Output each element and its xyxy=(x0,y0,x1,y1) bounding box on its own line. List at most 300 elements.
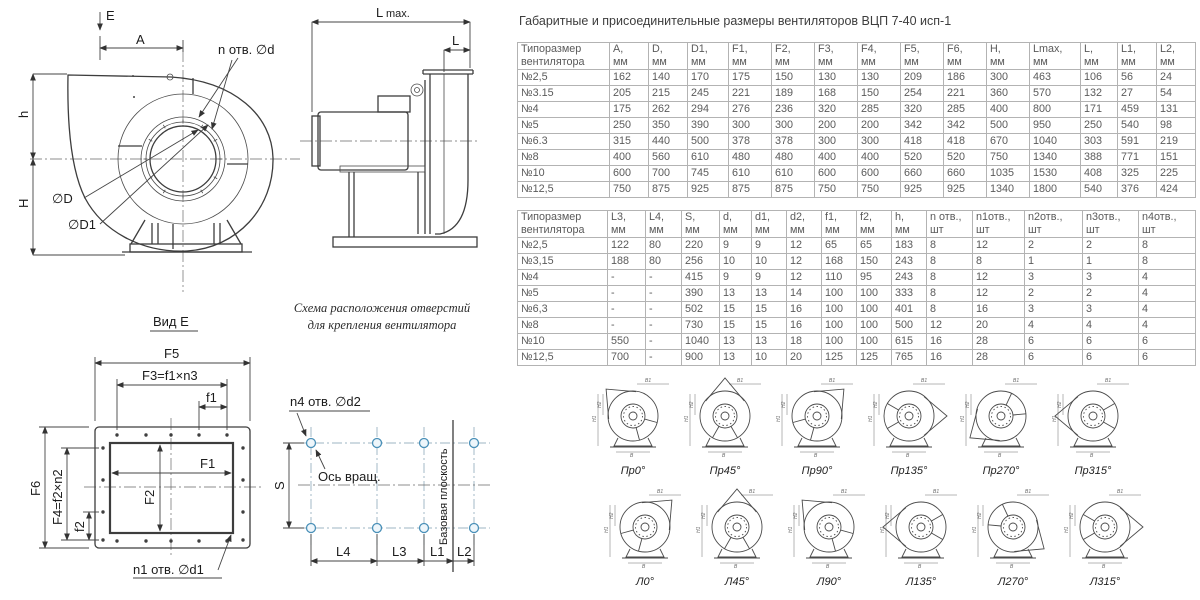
table-cell: 236 xyxy=(772,102,815,118)
mini-dim-label: Н1 xyxy=(696,526,702,533)
spec-panel xyxy=(517,0,1197,600)
mini-dim-label: Н1 xyxy=(960,415,966,422)
fan-orientation-icon xyxy=(771,376,863,462)
table-cell: 183 xyxy=(892,238,927,254)
table-cell: - xyxy=(646,302,682,318)
dim-label-l: L xyxy=(452,33,460,48)
column-header: L, мм xyxy=(1081,43,1118,70)
mini-dim-label: В1 xyxy=(1025,489,1032,495)
table-cell: 610 xyxy=(729,166,772,182)
table-cell: 401 xyxy=(892,302,927,318)
table-row xyxy=(518,302,1196,318)
table-cell: 16 xyxy=(787,318,822,334)
table-header-row xyxy=(518,211,1196,238)
mini-dim-label: В1 xyxy=(829,378,836,384)
table-cell: 125 xyxy=(822,350,857,366)
table-cell: 1040 xyxy=(1030,134,1081,150)
orientation-cell xyxy=(771,376,863,477)
column-header: Типоразмер вентилятора xyxy=(518,43,610,70)
orientation-label: Пр270° xyxy=(982,465,1020,477)
dim-label-f2-pitch: f2 xyxy=(72,521,87,532)
column-header: L2, мм xyxy=(1157,43,1196,70)
table-cell: 125 xyxy=(857,350,892,366)
fan-orientation-icon xyxy=(691,487,783,573)
dim-label-f5: F5 xyxy=(164,346,180,361)
column-header: d, мм xyxy=(720,211,752,238)
table-cell: 520 xyxy=(901,150,944,166)
dimension-table-1 xyxy=(517,42,1196,198)
fan-orientation-icon xyxy=(599,487,691,573)
table-cell: 333 xyxy=(892,286,927,302)
dim-label-n4-holes: n4 отв. ∅d2 xyxy=(290,394,361,409)
table-cell: 16 xyxy=(787,302,822,318)
table-cell: 209 xyxy=(901,70,944,86)
table-cell: 100 xyxy=(822,302,857,318)
table-cell: 285 xyxy=(944,102,987,118)
table-cell: 130 xyxy=(815,70,858,86)
table-cell: - xyxy=(608,318,646,334)
dim-label-lmax: L xyxy=(376,5,384,20)
table-cell: 1 xyxy=(1083,254,1139,270)
table-cell: 100 xyxy=(857,286,892,302)
table-cell: 254 xyxy=(901,86,944,102)
table-cell: 320 xyxy=(815,102,858,118)
table-cell: 378 xyxy=(729,134,772,150)
table-cell: 925 xyxy=(944,182,987,198)
view-e-title: Вид Е xyxy=(153,314,189,329)
mini-dim-label: В1 xyxy=(933,489,940,495)
table-cell: 2 xyxy=(1083,286,1139,302)
table-cell: №3,15 xyxy=(518,254,608,270)
table-cell: - xyxy=(646,286,682,302)
column-header: Lmax, мм xyxy=(1030,43,1081,70)
table-cell: 256 xyxy=(682,254,720,270)
table-cell: №6.3 xyxy=(518,134,610,150)
table-cell: 12 xyxy=(787,238,822,254)
table-cell: 150 xyxy=(772,70,815,86)
mini-dim-label: В xyxy=(906,453,910,459)
table-cell: 750 xyxy=(987,150,1030,166)
table-cell: 502 xyxy=(682,302,720,318)
table-cell: 388 xyxy=(1081,150,1118,166)
table-cell: 320 xyxy=(901,102,944,118)
table-cell: 408 xyxy=(1081,166,1118,182)
table-cell: 875 xyxy=(649,182,688,198)
orientation-cell xyxy=(587,376,679,477)
mini-dim-label: В xyxy=(1090,453,1094,459)
side-view xyxy=(300,5,480,247)
orientation-row-right xyxy=(587,376,1117,477)
table-cell: 440 xyxy=(649,134,688,150)
table-cell: 27 xyxy=(1118,86,1157,102)
dim-label-n1-holes: n1 отв. ∅d1 xyxy=(133,562,204,577)
table-cell: 225 xyxy=(1157,166,1196,182)
table-cell: 13 xyxy=(720,286,752,302)
mini-dim-label: Н2 xyxy=(965,401,971,408)
mounting-scheme xyxy=(272,301,492,572)
table-cell: 765 xyxy=(892,350,927,366)
table-cell: 6 xyxy=(1139,334,1196,350)
table-cell: №6,3 xyxy=(518,302,608,318)
table-row xyxy=(518,318,1196,334)
fan-orientation-icon xyxy=(1047,376,1139,462)
table-cell: 219 xyxy=(1157,134,1196,150)
table-cell: 110 xyxy=(822,270,857,286)
table-cell: 12 xyxy=(927,318,973,334)
fan-orientation-icon xyxy=(783,487,875,573)
table-cell: 12 xyxy=(973,286,1025,302)
table-cell: 186 xyxy=(944,70,987,86)
table-cell: 100 xyxy=(822,286,857,302)
table-cell: 100 xyxy=(822,318,857,334)
table-cell: 660 xyxy=(944,166,987,182)
orientation-label: Пр135° xyxy=(890,465,928,477)
table-cell: 170 xyxy=(688,70,729,86)
table-row xyxy=(518,270,1196,286)
table-cell: 415 xyxy=(682,270,720,286)
table-cell: 390 xyxy=(688,118,729,134)
table-cell: 80 xyxy=(646,254,682,270)
table-row xyxy=(518,334,1196,350)
orientation-label: Л0° xyxy=(635,576,655,588)
dim-label-d1: ∅D1 xyxy=(68,217,96,232)
dim-label-h: h xyxy=(16,110,31,118)
orientation-cell xyxy=(875,487,967,588)
fan-orientation-icon xyxy=(955,376,1047,462)
table-cell: 188 xyxy=(608,254,646,270)
column-header: n4отв., шт xyxy=(1139,211,1196,238)
table-cell: 80 xyxy=(646,238,682,254)
table-cell: 205 xyxy=(610,86,649,102)
table-cell: - xyxy=(646,270,682,286)
table-cell: №5 xyxy=(518,118,610,134)
mini-dim-label: Н2 xyxy=(781,401,787,408)
table-cell: 520 xyxy=(944,150,987,166)
table-cell: 540 xyxy=(1118,118,1157,134)
table-cell: 10 xyxy=(720,254,752,270)
mini-dim-label: Н2 xyxy=(1069,512,1075,519)
mini-dim-label: Н1 xyxy=(868,415,874,422)
table-cell: 303 xyxy=(1081,134,1118,150)
orientation-cell xyxy=(955,376,1047,477)
table-cell: 9 xyxy=(720,238,752,254)
mini-dim-label: В1 xyxy=(841,489,848,495)
table-cell: №4 xyxy=(518,102,610,118)
table-cell: 670 xyxy=(987,134,1030,150)
column-header: D1, мм xyxy=(688,43,729,70)
orientation-cell xyxy=(1047,376,1139,477)
table-cell: 98 xyxy=(1157,118,1196,134)
mini-dim-label: В xyxy=(1010,564,1014,570)
dim-label-f6: F6 xyxy=(28,480,43,496)
column-header: F1, мм xyxy=(729,43,772,70)
dim-label-lmax-sub: max. xyxy=(386,8,410,20)
mini-dim-label: В1 xyxy=(645,378,652,384)
dim-label-s: S xyxy=(272,481,287,490)
table-cell: 4 xyxy=(1083,318,1139,334)
table-cell: 8 xyxy=(927,254,973,270)
table-cell: 10 xyxy=(752,254,787,270)
table-cell: 950 xyxy=(1030,118,1081,134)
fan-orientation-icon xyxy=(967,487,1059,573)
table-cell: №12,5 xyxy=(518,182,610,198)
table-cell: 8 xyxy=(927,238,973,254)
table-cell: 4 xyxy=(1139,318,1196,334)
orientation-label: Пр90° xyxy=(801,465,833,477)
dim-label-a: A xyxy=(136,32,145,47)
table-cell: 540 xyxy=(1081,182,1118,198)
orientation-cell xyxy=(691,487,783,588)
table-cell: 221 xyxy=(729,86,772,102)
mini-dim-label: В xyxy=(630,453,634,459)
table-cell: 2 xyxy=(1025,286,1083,302)
table-cell: 8 xyxy=(927,286,973,302)
column-header: L4, мм xyxy=(646,211,682,238)
column-header: F6, мм xyxy=(944,43,987,70)
mini-dim-label: Н1 xyxy=(592,415,598,422)
scheme-title-line1: Схема расположения отверстий xyxy=(293,301,471,315)
table-cell: 900 xyxy=(682,350,720,366)
orientation-cell xyxy=(967,487,1059,588)
mini-dim-label: Н2 xyxy=(885,512,891,519)
table-cell: 750 xyxy=(858,182,901,198)
flange-view xyxy=(28,314,262,578)
base-plane-label: Базовая плоскость xyxy=(438,448,450,545)
table-cell: 285 xyxy=(858,102,901,118)
orientation-label: Л270° xyxy=(997,576,1029,588)
orientation-cell xyxy=(1059,487,1151,588)
fan-orientation-icon xyxy=(587,376,679,462)
mini-dim-label: В xyxy=(826,564,830,570)
table-cell: 8 xyxy=(1139,238,1196,254)
table-cell: 262 xyxy=(649,102,688,118)
column-header: H, мм xyxy=(987,43,1030,70)
table-cell: 245 xyxy=(688,86,729,102)
dim-label-holes: n отв. ∅d xyxy=(218,42,275,57)
orientation-label: Пр0° xyxy=(620,465,646,477)
table-cell: 9 xyxy=(720,270,752,286)
table-cell: 65 xyxy=(857,238,892,254)
table-cell: 300 xyxy=(772,118,815,134)
dim-label-f3: F3=f1×n3 xyxy=(142,368,198,383)
table-row xyxy=(518,134,1196,150)
table-cell: №8 xyxy=(518,150,610,166)
table-cell: 3 xyxy=(1025,270,1083,286)
dim-label-H: H xyxy=(16,198,31,208)
dimension-table-2 xyxy=(517,210,1196,366)
table-row xyxy=(518,286,1196,302)
column-header: A, мм xyxy=(610,43,649,70)
orientation-cell xyxy=(679,376,771,477)
table-cell: 20 xyxy=(787,350,822,366)
column-header: L3, мм xyxy=(608,211,646,238)
front-view xyxy=(16,8,300,292)
table-cell: 1530 xyxy=(1030,166,1081,182)
table-cell: 2 xyxy=(1025,238,1083,254)
table-cell: 315 xyxy=(610,134,649,150)
table-row xyxy=(518,102,1196,118)
orientation-label: Л45° xyxy=(724,576,750,588)
table-cell: 250 xyxy=(610,118,649,134)
table-cell: 100 xyxy=(857,318,892,334)
fan-orientation-icon xyxy=(863,376,955,462)
table-cell: 378 xyxy=(772,134,815,150)
mini-dim-label: Н1 xyxy=(604,526,610,533)
table-cell: 65 xyxy=(822,238,857,254)
table-cell: 480 xyxy=(729,150,772,166)
table-cell: 189 xyxy=(772,86,815,102)
table-cell: 220 xyxy=(682,238,720,254)
table-cell: 400 xyxy=(987,102,1030,118)
fan-orientation-icon xyxy=(679,376,771,462)
column-header: f2, мм xyxy=(857,211,892,238)
mini-dim-label: В1 xyxy=(1013,378,1020,384)
dim-label-e: E xyxy=(106,8,115,23)
table-cell: 18 xyxy=(787,334,822,350)
table-cell: 6 xyxy=(1083,334,1139,350)
table-cell: 610 xyxy=(688,150,729,166)
table-cell: 1035 xyxy=(987,166,1030,182)
table-cell: 390 xyxy=(682,286,720,302)
table-cell: 9 xyxy=(752,270,787,286)
table-cell: 100 xyxy=(857,334,892,350)
table-cell: №2,5 xyxy=(518,70,610,86)
mini-dim-label: В1 xyxy=(1117,489,1124,495)
column-header: f1, мм xyxy=(822,211,857,238)
table-cell: 6 xyxy=(1083,350,1139,366)
column-header: h, мм xyxy=(892,211,927,238)
table-cell: 243 xyxy=(892,254,927,270)
table-cell: 100 xyxy=(857,302,892,318)
table-row xyxy=(518,70,1196,86)
table-cell: 221 xyxy=(944,86,987,102)
table-cell: 15 xyxy=(720,302,752,318)
table-cell: - xyxy=(608,286,646,302)
mini-dim-label: В1 xyxy=(749,489,756,495)
table-cell: №12,5 xyxy=(518,350,608,366)
column-header: n отв., шт xyxy=(927,211,973,238)
table-cell: 418 xyxy=(944,134,987,150)
dim-label-f4: F4=f2×n2 xyxy=(50,469,65,525)
table-cell: 3 xyxy=(1025,302,1083,318)
table-cell: 13 xyxy=(752,334,787,350)
table-cell: 750 xyxy=(610,182,649,198)
dim-label-l1: L1 xyxy=(430,544,445,559)
dim-label-l3: L3 xyxy=(392,544,407,559)
table-cell: 276 xyxy=(729,102,772,118)
table-cell: 500 xyxy=(688,134,729,150)
fan-orientation-icon xyxy=(875,487,967,573)
table-cell: 591 xyxy=(1118,134,1157,150)
table-cell: - xyxy=(646,318,682,334)
table-cell: 15 xyxy=(752,318,787,334)
table-cell: 350 xyxy=(649,118,688,134)
table-cell: 13 xyxy=(752,286,787,302)
table-cell: 615 xyxy=(892,334,927,350)
table-cell: 875 xyxy=(729,182,772,198)
table-cell: 215 xyxy=(649,86,688,102)
table-cell: 376 xyxy=(1118,182,1157,198)
table-cell: 294 xyxy=(688,102,729,118)
mini-dim-label: Н1 xyxy=(788,526,794,533)
column-header: F3, мм xyxy=(815,43,858,70)
mini-dim-label: В xyxy=(722,453,726,459)
table-cell: 459 xyxy=(1118,102,1157,118)
mini-dim-label: В xyxy=(998,453,1002,459)
mini-dim-label: В xyxy=(814,453,818,459)
column-header: n2отв., шт xyxy=(1025,211,1083,238)
table-cell: 140 xyxy=(649,70,688,86)
table-cell: 418 xyxy=(901,134,944,150)
table-cell: 168 xyxy=(822,254,857,270)
table-cell: 95 xyxy=(857,270,892,286)
table-cell: 360 xyxy=(987,86,1030,102)
table-cell: 610 xyxy=(772,166,815,182)
mini-dim-label: В xyxy=(1102,564,1106,570)
table-cell: - xyxy=(608,302,646,318)
table-cell: 400 xyxy=(610,150,649,166)
table-cell: 925 xyxy=(901,182,944,198)
table-cell: 16 xyxy=(973,302,1025,318)
table-cell: 8 xyxy=(973,254,1025,270)
table-cell: 171 xyxy=(1081,102,1118,118)
table-cell: 200 xyxy=(858,118,901,134)
table-cell: 300 xyxy=(729,118,772,134)
table-cell: 162 xyxy=(610,70,649,86)
dim-label-d: ∅D xyxy=(52,191,73,206)
orientation-row-left xyxy=(599,487,1151,588)
mini-dim-label: Н2 xyxy=(873,401,879,408)
table-cell: 700 xyxy=(649,166,688,182)
table-cell: 243 xyxy=(892,270,927,286)
table-cell: 15 xyxy=(720,318,752,334)
table-cell: 730 xyxy=(682,318,720,334)
table-cell: 1340 xyxy=(1030,150,1081,166)
page-title: Габаритные и присоединительные размеры вентиляторов ВЦП 7-40 исп-1 xyxy=(519,14,952,28)
table-cell: 1040 xyxy=(682,334,720,350)
flange-bolt-holes xyxy=(101,433,244,542)
table-cell: 168 xyxy=(815,86,858,102)
table-cell: 4 xyxy=(1025,318,1083,334)
table-cell: 12 xyxy=(973,270,1025,286)
mini-dim-label: Н1 xyxy=(776,415,782,422)
table-cell: №10 xyxy=(518,166,610,182)
orientation-label: Пр315° xyxy=(1074,465,1112,477)
table-cell: 500 xyxy=(987,118,1030,134)
table-cell: 463 xyxy=(1030,70,1081,86)
orientation-cell xyxy=(599,487,691,588)
table-cell: №8 xyxy=(518,318,608,334)
column-header: L1, мм xyxy=(1118,43,1157,70)
fan-orientation-icon xyxy=(1059,487,1151,573)
column-header: S, мм xyxy=(682,211,720,238)
table-cell: 8 xyxy=(1139,254,1196,270)
table-cell: 150 xyxy=(857,254,892,270)
orientation-label: Пр45° xyxy=(709,465,741,477)
scheme-title-line2: для крепления вентилятора xyxy=(307,318,457,332)
table-cell: 600 xyxy=(610,166,649,182)
table-row xyxy=(518,150,1196,166)
table-cell: 800 xyxy=(1030,102,1081,118)
table-row xyxy=(518,86,1196,102)
axis-label: Ось вращ. xyxy=(318,469,381,484)
table-cell: 1 xyxy=(1025,254,1083,270)
dim-label-l2: L2 xyxy=(457,544,472,559)
table-cell: 600 xyxy=(815,166,858,182)
orientation-cell xyxy=(783,487,875,588)
orientation-label: Л315° xyxy=(1089,576,1121,588)
table-cell: 28 xyxy=(973,350,1025,366)
